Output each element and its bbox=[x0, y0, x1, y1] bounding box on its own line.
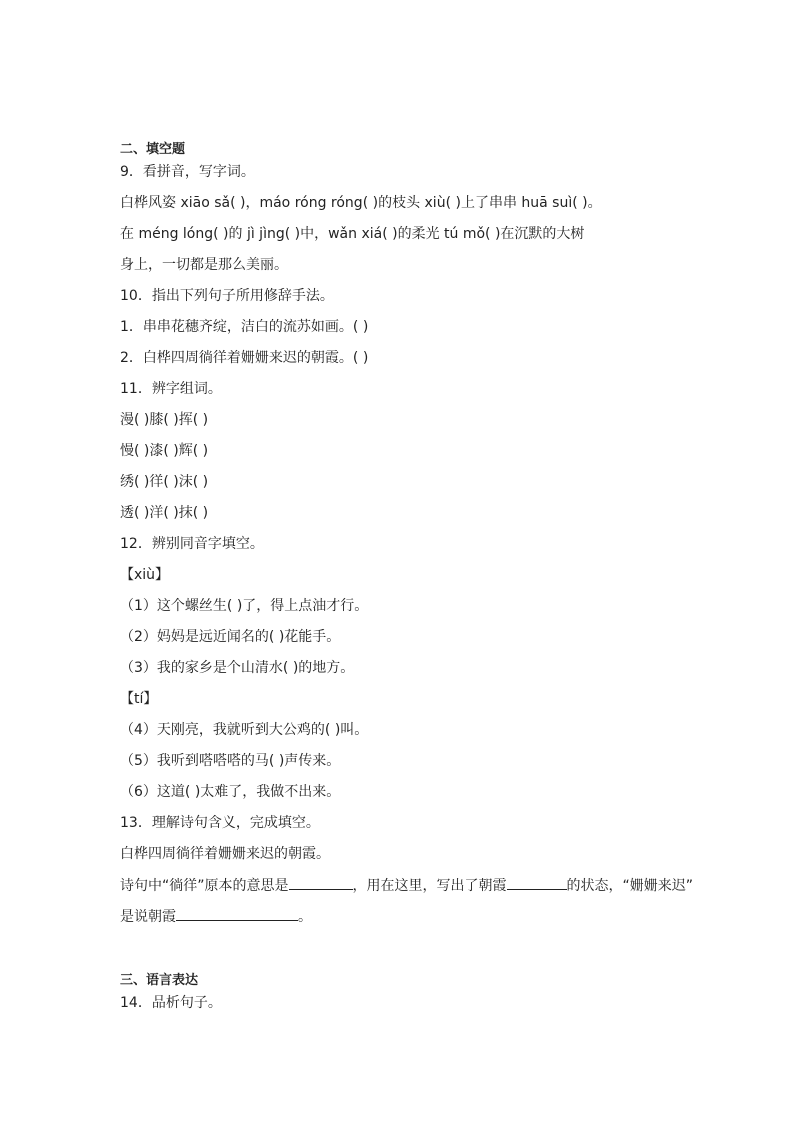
q13-text-d: 是说朝霞 bbox=[120, 909, 176, 925]
q12-group-2-label: 【tí】 bbox=[120, 691, 158, 707]
q12-item-4: （4）天刚亮，我就听到大公鸡的( )叫。 bbox=[120, 722, 369, 738]
q12-title: 12．辨别同音字填空。 bbox=[120, 536, 264, 552]
q13-fill-line-1 bbox=[120, 873, 700, 904]
q11-title: 11．辨字组词。 bbox=[120, 381, 222, 397]
q11-row-2: 慢( )漆( )辉( ) bbox=[120, 443, 209, 459]
q13-blank-2[interactable] bbox=[507, 873, 567, 890]
q11-row-3: 绣( )徉( )沫( ) bbox=[120, 474, 209, 490]
q12-item-3: （3）我的家乡是个山清水( )的地方。 bbox=[120, 660, 355, 676]
q13-blank-3[interactable] bbox=[176, 904, 298, 921]
q12-item-1: （1）这个螺丝生( )了，得上点油才行。 bbox=[120, 598, 369, 614]
q12-item-6: （6）这道( )太难了，我做不出来。 bbox=[120, 784, 341, 800]
document-page bbox=[120, 140, 700, 1022]
q9-line-2: 在 méng lóng( )的 jì jìng( )中，wǎn xiá( )的柔光 tú mǒ( )在沉默的大树 bbox=[120, 226, 585, 242]
q12-item-5: （5）我听到嗒嗒嗒的马( )声传来。 bbox=[120, 753, 341, 769]
q12-group-1-label: 【xiù】 bbox=[120, 567, 170, 583]
q10-title: 10．指出下列句子所用修辞手法。 bbox=[120, 288, 334, 304]
q13-text-a: 诗句中“徜徉”原本的意思是 bbox=[120, 878, 289, 894]
q9-line-3: 身上，一切都是那么美丽。 bbox=[120, 257, 288, 273]
q14-title: 14．品析句子。 bbox=[120, 995, 222, 1011]
section-3-title: 三、语言表达 bbox=[120, 973, 199, 988]
q13-text-e: 。 bbox=[298, 909, 312, 925]
q9-line-1: 白桦风姿 xiāo sǎ( )，máo róng róng( )的枝头 xiù( )上了串串 huā suì( )。 bbox=[120, 195, 602, 211]
q10-item-1: 1．串串花穗齐绽，洁白的流苏如画。( ) bbox=[120, 319, 369, 335]
section-2-title: 二、填空题 bbox=[120, 142, 186, 157]
q13-text-c: 的状态，“姗姗来迟” bbox=[566, 878, 694, 894]
q13-blank-1[interactable] bbox=[289, 873, 353, 890]
q11-row-4: 透( )洋( )抹( ) bbox=[120, 505, 209, 521]
q12-item-2: （2）妈妈是远近闻名的( )花能手。 bbox=[120, 629, 341, 645]
q10-item-2: 2．白桦四周徜徉着姗姗来迟的朝霞。( ) bbox=[120, 350, 369, 366]
q9-title: 9．看拼音，写字词。 bbox=[120, 164, 255, 180]
q13-fill-line-2 bbox=[120, 904, 700, 935]
q11-row-1: 漫( )膝( )挥( ) bbox=[120, 412, 209, 428]
q13-title: 13．理解诗句含义，完成填空。 bbox=[120, 815, 320, 831]
q13-text-b: ，用在这里，写出了朝霞 bbox=[352, 878, 507, 894]
q13-poem: 白桦四周徜徉着姗姗来迟的朝霞。 bbox=[120, 846, 330, 862]
